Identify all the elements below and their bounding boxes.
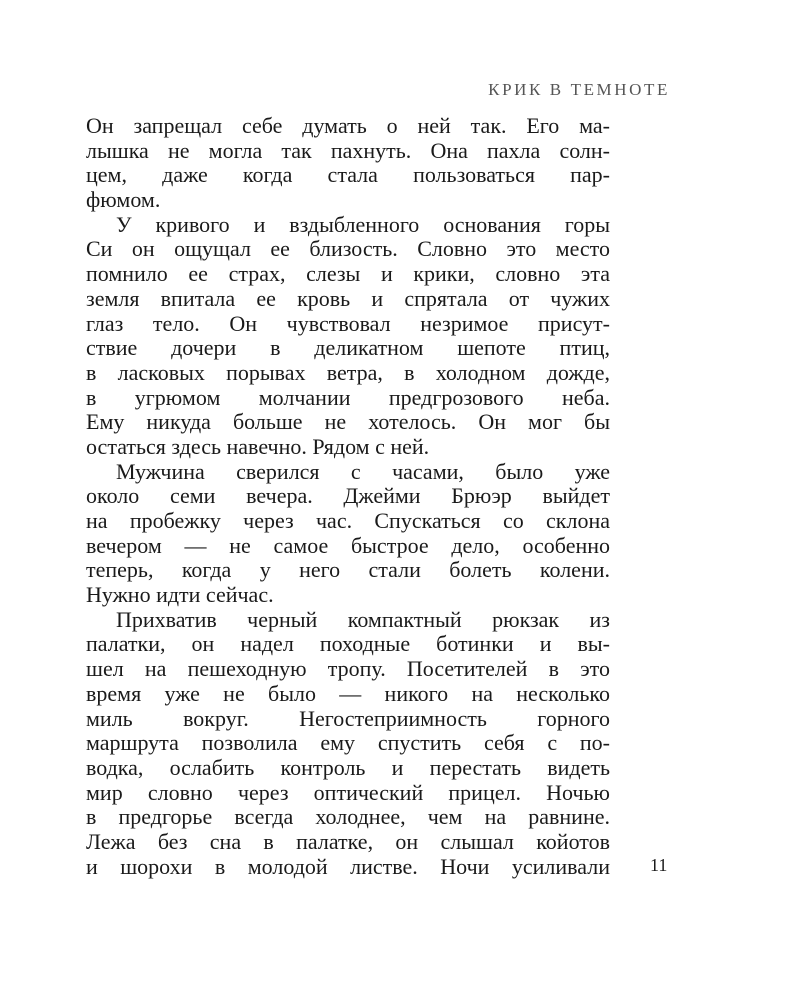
text-line: вечером — не самое быстрое дело, особенно: [86, 532, 610, 558]
text-line: маршрута позволила ему спустить себя с по-: [86, 730, 610, 756]
text-line: шел на пешеходную тропу. Посетителей в это: [86, 656, 610, 682]
running-head: КРИК В ТЕМНОТЕ: [488, 80, 670, 99]
text-line: остаться здесь навечно. Рядом с ней.: [86, 433, 430, 459]
body-text: [86, 114, 610, 879]
text-line: теперь, когда у него стали болеть колени.: [86, 557, 610, 583]
text-line: мир словно через оптический прицел. Ночью: [86, 779, 610, 805]
page-number: 11: [650, 855, 668, 875]
text-line: в предгорье всегда холоднее, чем на равнине.: [86, 804, 610, 830]
text-line: земля впитала ее кровь и спрятала от чужих: [86, 285, 610, 311]
text-line: Он запрещал себе думать о ней так. Его ма-: [86, 113, 610, 138]
text-line: и шорохи в молодой листве. Ночи усиливали: [86, 853, 610, 879]
text-line: водка, ослабить контроль и перестать видеть: [86, 754, 610, 780]
text-line: Лежа без сна в палатке, он слышал койотов: [86, 828, 610, 854]
text-line: Ему никуда больше не хотелось. Он мог бы: [86, 409, 610, 435]
text-line: лышка не могла так пахнуть. Она пахла солн-: [86, 137, 610, 163]
text-line: фюмом.: [86, 187, 161, 213]
text-line: миль вокруг. Негостеприимность горного: [86, 705, 610, 731]
text-line: Си он ощущал ее близость. Словно это место: [86, 236, 610, 262]
text-line: около семи вечера. Джейми Брюэр выйдет: [86, 483, 610, 509]
text-line: помнило ее страх, слезы и крики, словно эта: [86, 261, 610, 287]
text-line: глаз тело. Он чувствовал незримое присут-: [86, 310, 610, 336]
text-line: в угрюмом молчании предгрозового неба.: [86, 384, 610, 410]
text-line-paragraph-start: У кривого и вздыбленного основания горы: [116, 211, 610, 237]
text-line: цем, даже когда стала пользоваться пар-: [86, 162, 610, 188]
text-line: Нужно идти сейчас.: [86, 582, 274, 608]
text-line: в ласковых порывах ветра, в холодном дожде,: [86, 359, 610, 385]
text-line: на пробежку через час. Спускаться со склона: [86, 508, 610, 533]
text-line-paragraph-start: Прихватив черный компактный рюкзак из: [116, 606, 610, 632]
text-line-paragraph-start: Мужчина сверился с часами, было уже: [116, 458, 610, 484]
text-line: ствие дочери в деликатном шепоте птиц,: [86, 335, 610, 361]
text-line: палатки, он надел походные ботинки и вы-: [86, 631, 610, 657]
text-line: время уже не было — никого на несколько: [86, 680, 610, 706]
